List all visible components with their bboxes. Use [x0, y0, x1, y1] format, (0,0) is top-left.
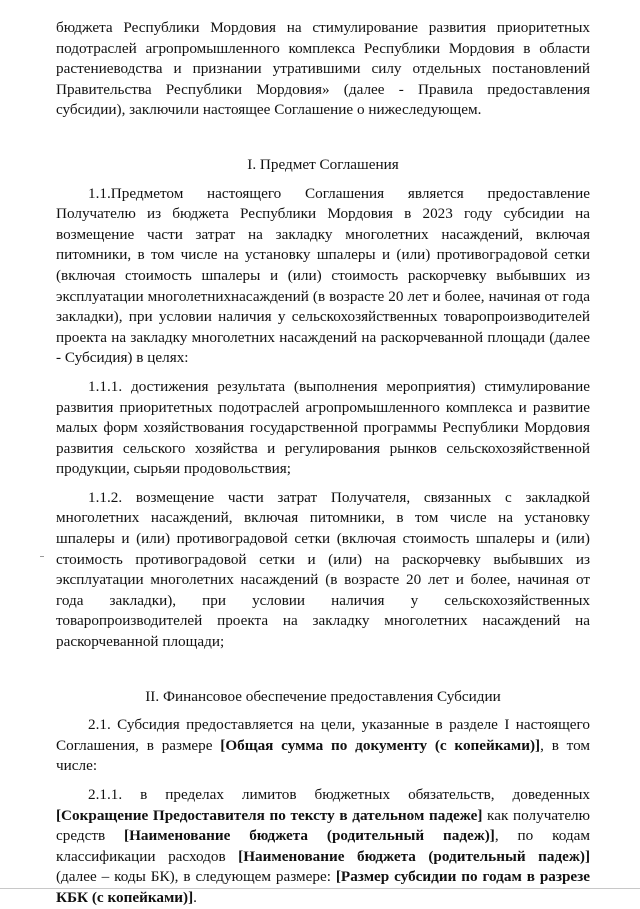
budget-name-placeholder-1: [Наименование бюджета (родительный падеж)]	[124, 827, 495, 845]
paragraph-2-1-1-text-e: , по кодам классификации расходов	[56, 827, 590, 865]
paragraph-2-1-1-text-g: (далее – коды БК), в следующем размере:	[56, 868, 336, 886]
paragraph-2-1-1	[56, 785, 590, 909]
intro-paragraph: бюджета Республики Мордовия на стимулирование развития приоритетных подотраслей агропромышленного комплекса Республики Мордовия в области растениеводства и признании утратившими силу отдельных постановлений Правительства Республики Мордовия» (далее - Правила предоставления субсидии), заключили настоящее Соглашение о нижеследующем.	[56, 19, 590, 119]
budget-name-placeholder-2: [Наименование бюджета (родительный падеж)]	[238, 847, 590, 865]
paragraph-2-1-text-a: 2.1. Субсидия предоставляется на цели, указанные в разделе I настоящего Соглашения, в размере	[56, 716, 590, 754]
paragraph-1-1: 1.1.Предметом настоящего Соглашения является предоставление Получателю из бюджета Республики Мордовия в 2023 году субсидии на возмещение части затрат на закладку многолетних насаждений, включая питомники, в том числе на установку шпалеры и (или) противоградовой сетки (включая стоимость шпалеры и (или) стоимость раскорчевку выбывших из эксплуатации многолетнихнасаждений (в возрасте 20 лет и более, начиная от года закладки), при условии наличия у сельскохозяйственных товаропроизводителей проекта на закладку многолетних насаждений на раскорчеванной площади (далее - Субсидия) в целях:	[56, 184, 590, 367]
scan-mark	[40, 556, 44, 557]
document-page	[56, 18, 590, 909]
section-2-title: II. Финансовое обеспечение предоставления Субсидии	[145, 687, 501, 705]
paragraph-1-1-1: 1.1.1. достижения результата (выполнения мероприятия) стимулирование развития приоритетных подотраслей агропромышленного комплекса и развитие малых форм хозяйствования государственной программы Республики Мордовия развития сельского хозяйства и регулирования рынков сельскохозяйственной продукции, сырьяи продовольствия;	[56, 377, 590, 478]
paragraph-2-1-1-text-i: .	[193, 888, 197, 906]
section-1-title: I. Предмет Соглашения	[247, 155, 399, 173]
paragraph-2-1	[56, 715, 590, 777]
paragraph-2-1-text-c: , в том числе:	[56, 736, 590, 775]
page-bottom-divider	[0, 888, 640, 889]
subsidy-by-year-placeholder: [Размер субсидии по годам в разрезе КБК (с копейками)]	[56, 868, 591, 906]
paragraph-2-1-1-text-c: как получателю средств	[56, 806, 590, 845]
total-amount-placeholder: [Общая сумма по документу (с копейками)]	[220, 736, 541, 754]
paragraph-1-1-2: 1.1.2. возмещение части затрат Получателя, связанных с закладкой многолетних насаждений, включая питомники, в том числе на установку шпалеры и (или) противоградовой сетки (включая стоимость шпалеры и (или) стоимость противоградовой сетки и (или) на раскорчевку выбывших из эксплуатации многолетних насаждений (в возрасте 20 лет и более, начиная от года закладки), при условии наличия у сельскохозяйственных товаропроизводителей проекта на закладку многолетних насаждений на раскорчеванной площади;	[56, 488, 590, 651]
paragraph-2-1-1-text-a: 2.1.1. в пределах лимитов бюджетных обязательств, доведенных	[88, 786, 590, 803]
provider-short-name-placeholder: [Сокращение Предоставителя по тексту в дательном падеже]	[56, 806, 483, 824]
